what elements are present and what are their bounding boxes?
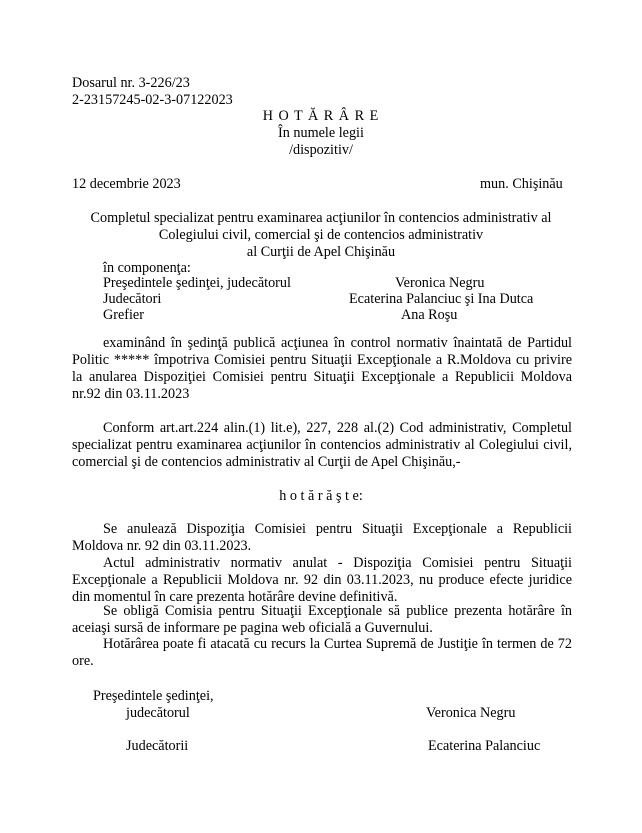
paragraph-examining: examinând în şedinţă publică acţiunea în control normativ înaintată de Partidul Politic ***** împotriva Comisiei pentru Situaţii Excepţionale a R.Moldova cu privire la anularea Dispoziţiei Comisiei pentru Situaţii Excepţionale a Republicii Moldova nr.92 din 03.11.2023 xyxy=(72,335,572,402)
composition-name-presiding: Veronica Negru xyxy=(395,275,485,291)
decision-date: 12 decembrie 2023 xyxy=(72,176,181,192)
composition-role-clerk: Grefier xyxy=(103,307,144,323)
case-code: 2-23157245-02-3-07122023 xyxy=(72,92,233,108)
composition-role-judges: Judecători xyxy=(103,291,162,307)
ruling-item: Actul administrativ normativ anulat - Dispoziţia Comisiei pentru Situaţii Excepţionale a Republicii Moldova nr. 92 din 03.11.2023, nu produce efecte juridice din momentul în care prezenta hotărâre devine definitivă. xyxy=(72,555,572,605)
decides-heading: h o t ă r ă ş t e: xyxy=(279,488,363,504)
decision-place: mun. Chişinău xyxy=(480,176,563,192)
case-number: Dosarul nr. 3-226/23 xyxy=(72,75,190,91)
court-line-1: Completul specializat pentru examinarea acţiunilor în contencios administrativ al xyxy=(90,210,552,226)
document-title: H O T Ă R Â R E xyxy=(262,108,380,124)
signature-presiding-title: Preşedintele şedinţei, xyxy=(93,688,214,704)
title-subline: În numele legii xyxy=(278,125,364,141)
title-dispositive: /dispozitiv/ xyxy=(289,142,353,158)
signature-judges-name: Ecaterina Palanciuc xyxy=(428,738,541,754)
court-line-3: al Curţii de Apel Chişinău xyxy=(246,244,396,260)
signature-presiding-role: judecătorul xyxy=(126,705,190,721)
signature-presiding-name: Veronica Negru xyxy=(426,705,516,721)
ruling-item: Se anulează Dispoziţia Comisiei pentru Situaţii Excepţionale a Republicii Moldova nr. 92 din 03.11.2023. xyxy=(72,521,572,554)
signature-judges-label: Judecătorii xyxy=(126,738,189,754)
composition-intro: în componenţa: xyxy=(103,260,191,276)
ruling-item: Se obligă Comisia pentru Situaţii Excepţionale să publice prezenta hotărâre în aceiaşi sursă de informare pe pagina web oficială a Guvernului. xyxy=(72,603,572,636)
composition-name-judges: Ecaterina Palanciuc şi Ina Dutca xyxy=(349,291,534,307)
ruling-item: Hotărârea poate fi atacată cu recurs la Curtea Supremă de Justiţie în termen de 72 ore. xyxy=(72,636,572,669)
composition-role-presiding: Preşedintele şedinţei, judecătorul xyxy=(103,275,291,291)
court-line-2: Colegiului civil, comercial şi de contencios administrativ xyxy=(158,227,484,243)
composition-name-clerk: Ana Roşu xyxy=(401,307,458,323)
paragraph-conform: Conform art.art.224 alin.(1) lit.e), 227, 228 al.(2) Cod administrativ, Completul specializat pentru examinarea acţiunilor în contencios administrativ al Colegiului civil, comercial şi de contencios administrativ al Curţii de Apel Chişinău,- xyxy=(72,420,572,470)
